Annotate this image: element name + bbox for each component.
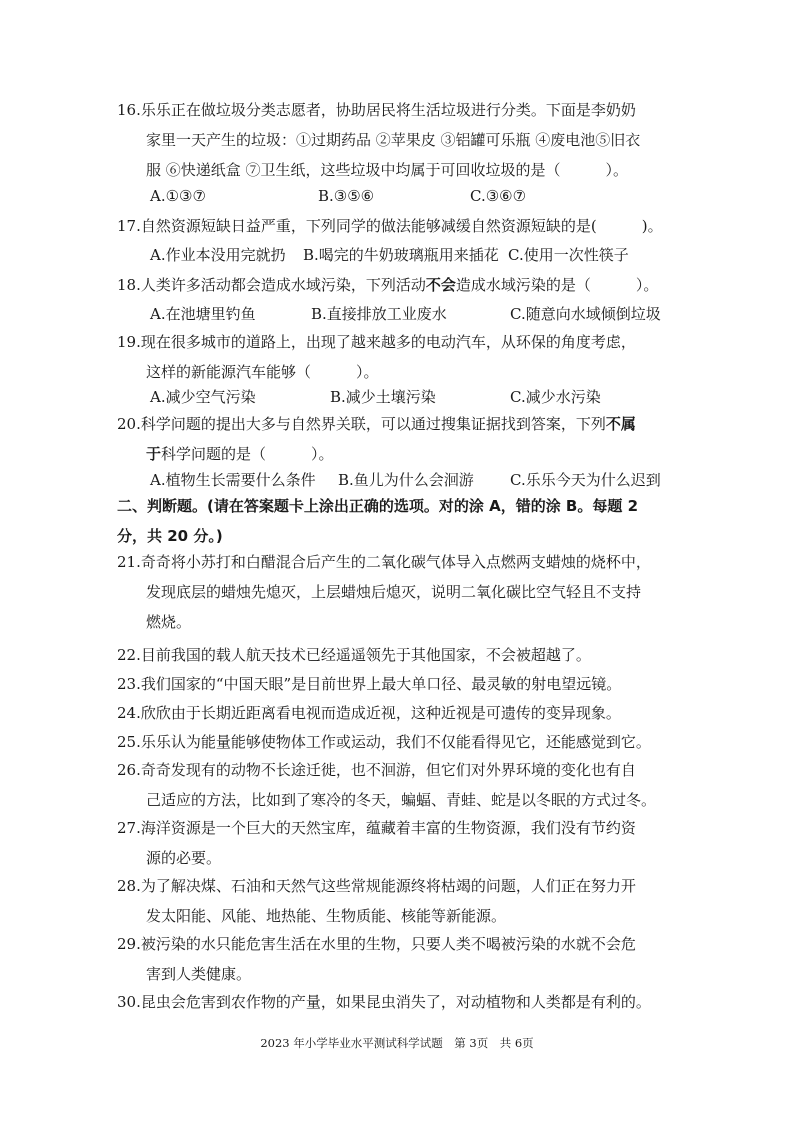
question-22	[117, 640, 687, 670]
question-18-option-c: C.随意向水域倾倒垃圾	[510, 305, 661, 323]
question-16-option-b: B.③⑤⑥	[318, 187, 375, 205]
question-30	[117, 987, 687, 1017]
question-21-line-2: 发现底层的蜡烛先熄灭，上层蜡烛后熄灭，说明二氧化碳比空气轻且不支持	[146, 583, 642, 601]
question-19-option-a: A.减少空气污染	[150, 388, 256, 406]
question-18-emphasis: 不会	[425, 276, 456, 294]
question-16	[117, 95, 687, 185]
question-17-option-a: A.作业本没用完就扔	[150, 246, 286, 264]
question-23	[117, 669, 687, 699]
question-26-line-2: 己适应的方法，比如到了寒冷的冬天，蝙蝠、青蛙、蛇是以冬眠的方式过冬。	[146, 791, 657, 809]
question-27	[117, 813, 687, 873]
question-27-line-2: 源的必要。	[146, 849, 222, 867]
question-16-option-c: C.③⑥⑦	[470, 187, 527, 205]
question-22-line-1: 22.目前我国的载人航天技术已经遥遥领先于其他国家，不会被超越了。	[117, 646, 591, 664]
question-16-line-3: 服 ⑥快递纸盒 ⑦卫生纸，这些垃圾中均属于可回收垃圾的是（ ）。	[146, 161, 629, 179]
question-16-option-a: A.①③⑦	[150, 187, 206, 205]
question-28-line-1: 28.为了解决煤、石油和天然气这些常规能源终将枯竭的问题，人们正在努力开	[117, 877, 636, 895]
question-20-option-b: B.鱼儿为什么会洄游	[338, 471, 474, 489]
question-17	[117, 211, 687, 241]
question-16-line-1: 16.乐乐正在做垃圾分类志愿者，协助居民将生活垃圾进行分类。下面是李奶奶	[117, 101, 636, 119]
question-21	[117, 547, 687, 637]
question-29-line-2: 害到人类健康。	[146, 965, 252, 983]
question-18-text-pre: 18.人类许多活动都会造成水域污染，下列活动	[117, 276, 426, 294]
question-17-line-1: 17.自然资源短缺日益严重，下列同学的做法能够减缓自然资源短缺的是( )。	[117, 217, 663, 235]
section-2-heading	[117, 491, 697, 551]
question-19-line-1: 19.现在很多城市的道路上，出现了越来越多的电动汽车，从环保的角度考虑，	[117, 333, 636, 351]
question-19-option-b: B.减少土壤污染	[330, 388, 436, 406]
question-20-line-2: 于科学问题的是（ ）。	[146, 445, 334, 463]
question-17-option-b: B.喝完的牛奶玻璃瓶用来插花	[303, 246, 499, 264]
question-23-line-1: 23.我们国家的“中国天眼”是目前世界上最大单口径、最灵敏的射电望远镜。	[117, 675, 622, 693]
question-19	[117, 327, 687, 387]
question-26	[117, 755, 687, 815]
question-20-line-1: 20.科学问题的提出大多与自然界关联，可以通过搜集证据找到答案，下列不属	[117, 415, 636, 433]
question-24	[117, 698, 687, 728]
question-18-option-a: A.在池塘里钓鱼	[150, 305, 256, 323]
question-30-line-1: 30.昆虫会危害到农作物的产量，如果昆虫消失了，对动植物和人类都是有利的。	[117, 993, 651, 1011]
question-19-option-c: C.减少水污染	[510, 388, 601, 406]
question-20	[117, 409, 687, 469]
question-17-option-c: C.使用一次性筷子	[508, 246, 629, 264]
question-29-line-1: 29.被污染的水只能危害生活在水里的生物，只要人类不喝被污染的水就不会危	[117, 935, 636, 953]
question-28-line-2: 发太阳能、风能、地热能、生物质能、核能等新能源。	[146, 907, 507, 925]
question-18-option-b: B.直接排放工业废水	[311, 305, 447, 323]
question-18	[117, 270, 687, 300]
question-25	[117, 727, 687, 757]
question-20-option-c: C.乐乐今天为什么迟到	[510, 471, 661, 489]
question-18-text-post: 造成水域污染的是（ ）。	[455, 276, 659, 294]
question-24-line-1: 24.欣欣由于长期近距离看电视而造成近视，这种近视是可遗传的变异现象。	[117, 704, 621, 722]
question-29	[117, 929, 687, 989]
question-26-line-1: 26.奇奇发现有的动物不长途迁徙，也不洄游，但它们对外界环境的变化也有自	[117, 761, 636, 779]
question-16-line-2: 家里一天产生的垃圾：①过期药品 ②苹果皮 ③铝罐可乐瓶 ④废电池⑤旧衣	[146, 131, 641, 149]
question-28	[117, 871, 687, 931]
section-2-heading-line-1: 二、判断题。(请在答案题卡上涂出正确的选项。对的涂 A，错的涂 B。每题 2	[117, 497, 639, 515]
question-25-line-1: 25.乐乐认为能量能够使物体工作或运动，我们不仅能看得见它，还能感觉到它。	[117, 733, 651, 751]
page-footer: 2023 年小学毕业水平测试科学试题 第 3页 共 6页	[260, 1036, 534, 1050]
question-27-line-1: 27.海洋资源是一个巨大的天然宝库，蕴藏着丰富的生物资源，我们没有节约资	[117, 819, 636, 837]
question-21-line-1: 21.奇奇将小苏打和白醋混合后产生的二氧化碳气体导入点燃两支蜡烛的烧杯中，	[117, 553, 651, 571]
question-21-line-3: 燃烧。	[146, 613, 192, 631]
question-19-line-2: 这样的新能源汽车能够（ ）。	[146, 363, 379, 381]
section-2-heading-line-2: 分，共 20 分。)	[117, 527, 223, 545]
question-20-option-a: A.植物生长需要什么条件	[150, 471, 316, 489]
